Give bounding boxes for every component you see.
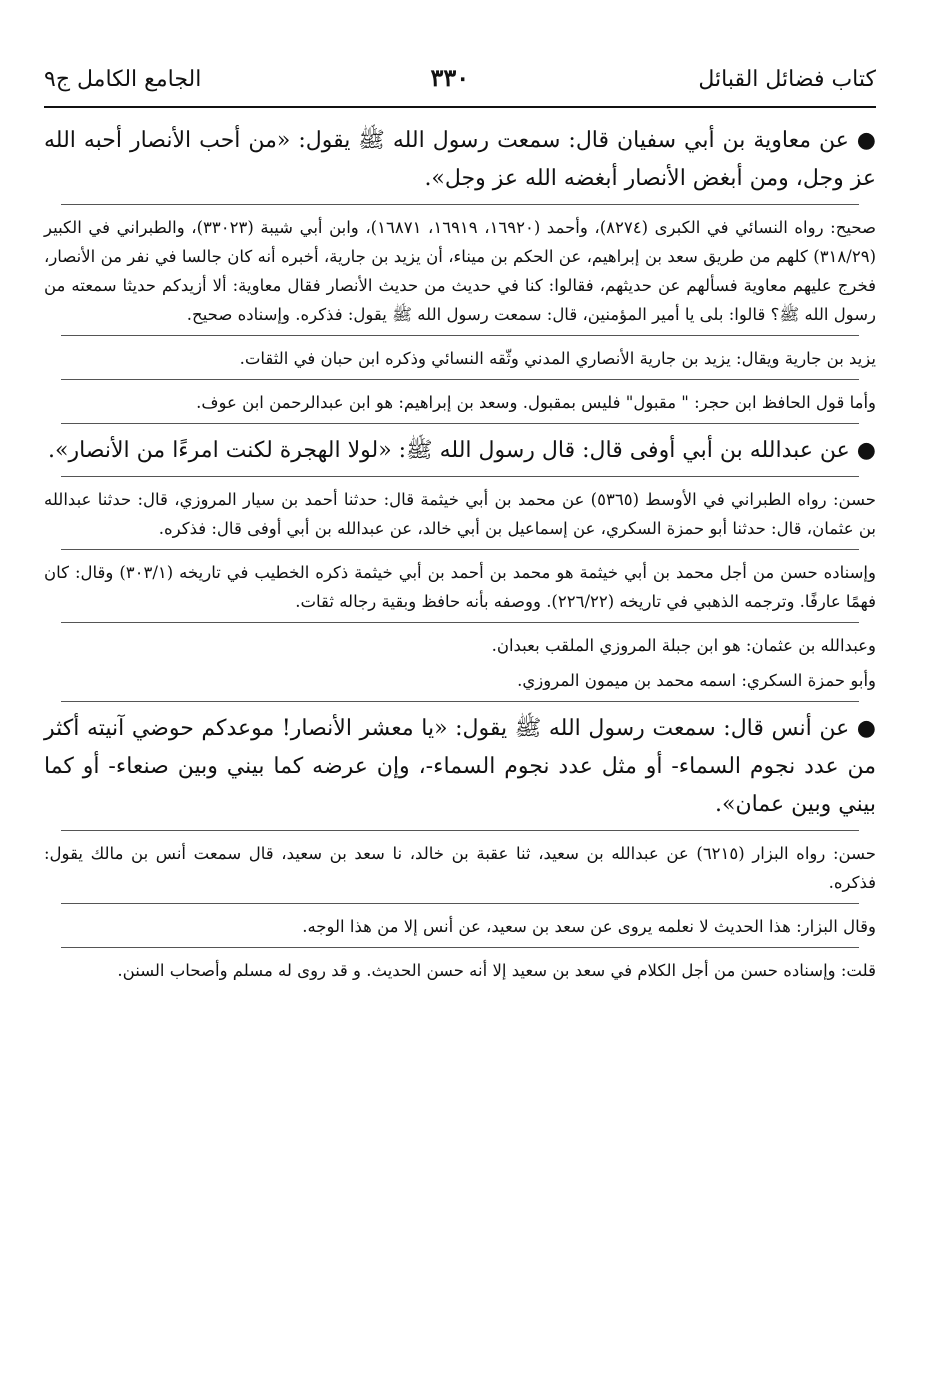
narrator-note: وأما قول الحافظ ابن حجر: " مقبول" فليس بمقبول. وسعد بن إبراهيم: هو ابن عبدالرحمن ابن عوف.: [196, 393, 876, 412]
section-divider: [61, 830, 860, 831]
section-divider: [61, 204, 860, 205]
isnad-note: وإسناده حسن من أجل محمد بن أبي خيثمة هو محمد بن أحمد بن أبي خيثمة ذكره الخطيب في تاريخه (٣٠٣/١) وقال: كان فهمًا عارفًا. وترجمه الذهبي في تاريخه (٢٢٦/٢٢). ووصفه بأنه حافظ وبقية رجاله ثقات.: [44, 563, 876, 611]
hadith-text: ● عن أنس قال: سمعت رسول الله ﷺ يقول: «يا معشر الأنصار! موعدكم حوضي آنيته أكثر من عدد نجوم السماء- أو مثل عدد نجوم السماء-، وإن عرضه كما بيني وبين صنعاء- أو كما بيني وبين عمان».: [44, 716, 876, 817]
section-divider: [61, 947, 860, 948]
header-rule: [44, 106, 876, 108]
section-divider: [61, 379, 860, 380]
takhrij-note: حسن: رواه الطبراني في الأوسط (٥٣٦٥) عن محمد بن أبي خيثمة قال: حدثنا أحمد بن سيار المروزي، قال: حدثنا عبدالله بن عثمان، قال: حدثنا أبو حمزة السكري، عن إسماعيل بن أبي خالد، عن عبدالله بن أبي أوفى قال: فذكره.: [44, 490, 876, 538]
running-header: [44, 58, 876, 98]
section-divider: [61, 476, 860, 477]
narrator-note: وقال البزار: هذا الحديث لا نعلمه يروى عن سعد بن سعيد، عن أنس إلا من هذا الوجه.: [302, 917, 876, 936]
section-divider: [61, 335, 860, 336]
section-divider: [61, 701, 860, 702]
section-divider: [61, 549, 860, 550]
volume-title: الجامع الكامل ج٩: [44, 67, 202, 92]
hadith-text: ● عن عبدالله بن أبي أوفى قال: قال رسول الله ﷺ: «لولا الهجرة لكنت امرءًا من الأنصار».: [48, 438, 876, 463]
hadith-text: ● عن معاوية بن أبي سفيان قال: سمعت رسول الله ﷺ يقول: «من أحب الأنصار أحبه الله عز وجل، ومن أبغض الأنصار أبغضه الله عز وجل».: [44, 128, 876, 191]
takhrij-note: صحيح: رواه النسائي في الكبرى (٨٢٧٤)، وأحمد (١٦٩٢٠، ١٦٩١٩، ١٦٨٧١)، وابن أبي شيبة (٣٣٠٢٣)، والطبراني في الكبير (٣١٨/٢٩) كلهم من طريق سعد بن إبراهيم، عن الحكم بن ميناء، أن يزيد بن جارية، أخبره أنه كان جالسا في نفر من الأنصار، فخرج عليهم معاوية فسألهم عن حديثهم، فقالوا: كنا في حديث من حديث الأنصار فقال معاوية: ألا أزيدكم حديثا سمعته من رسول الله ﷺ؟ قالوا: بلى يا أمير المؤمنين، قال: سمعت رسول الله ﷺ يقول: فذكره. وإسناده صحيح.: [44, 218, 876, 324]
section-divider: [61, 622, 860, 623]
narrator-note: يزيد بن جارية ويقال: يزيد بن جارية الأنصاري المدني وثّقه النسائي وذكره ابن حبان في الثقات.: [239, 349, 876, 368]
section-divider: [61, 903, 860, 904]
section-divider: [61, 423, 860, 424]
narrator-note: وعبدالله بن عثمان: هو ابن جبلة المروزي الملقب بعبدان.: [491, 636, 876, 655]
page-number: ٣٣٠: [430, 63, 470, 92]
ruling-note: قلت: وإسناده حسن من أجل الكلام في سعد بن سعيد إلا أنه حسن الحديث. و قد روى له مسلم وأصحاب السنن.: [117, 961, 876, 980]
takhrij-note: حسن: رواه البزار (٦٢١٥) عن عبدالله بن سعيد، ثنا عقبة بن خالد، نا سعد بن سعيد، قال سمعت أنس بن مالك يقول: فذكره.: [44, 844, 876, 892]
book-section-title: كتاب فضائل القبائل: [698, 67, 876, 92]
narrator-note: وأبو حمزة السكري: اسمه محمد بن ميمون المروزي.: [517, 671, 876, 690]
